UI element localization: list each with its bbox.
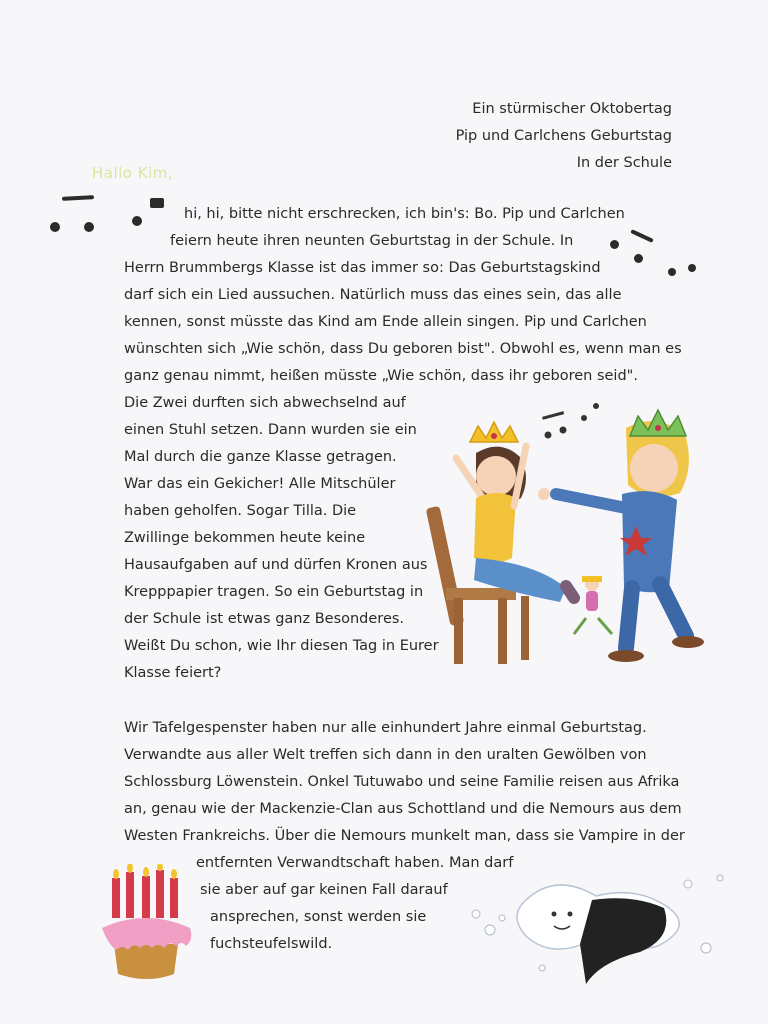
body-line: Die Zwei durften sich abwechselnd auf (124, 395, 406, 411)
doll-icon (574, 576, 612, 634)
body-line: ganz genau nimmt, heißen müsste „Wie schön, dass ihr geboren seid". (124, 368, 638, 384)
body-line: Klasse feiert? (124, 665, 222, 681)
birthday-cake-illustration (96, 864, 196, 984)
body-line: einen Stuhl setzen. Dann wurden sie ein (124, 422, 417, 438)
body-line: Hausaufgaben auf und dürfen Kronen aus (124, 557, 428, 573)
candles-icon (112, 864, 178, 918)
ghost-with-cape-illustration (462, 860, 738, 1000)
girl-character-icon (456, 422, 574, 602)
cake-base-icon (114, 944, 178, 979)
ghost-eye-icon (552, 912, 557, 917)
cape-icon (580, 898, 666, 984)
music-notes-right-icon (606, 228, 706, 278)
body-line: darf sich ein Lied aussuchen. Natürlich muss das eines sein, das alle (124, 287, 622, 303)
body-line: der Schule ist etwas ganz Besonderes. (124, 611, 405, 627)
body-line: Zwillinge bekommen heute keine (124, 530, 366, 546)
body-line: kennen, sonst müsste das Kind am Ende allein singen. Pip und Carlchen (124, 314, 647, 330)
greeting: Hallo Kim, (92, 164, 174, 182)
body-line: Krepppapier tragen. So ein Geburtstag in (124, 584, 424, 600)
body-line: Verwandte aus aller Welt treffen sich dann in den uralten Gewölben von (124, 747, 647, 763)
body-line: War das ein Gekicher! Alle Mitschüler (124, 476, 396, 492)
music-notes-left-icon (46, 190, 176, 240)
children-with-crowns-illustration (416, 398, 706, 673)
body-line: ansprechen, sonst werden sie (210, 909, 427, 925)
body-line: hi, hi, bitte nicht erschrecken, ich bin's: Bo. Pip und Carlchen (184, 206, 625, 222)
body-line: Mal durch die ganze Klasse getragen. (124, 449, 397, 465)
small-music-notes-icon (542, 403, 599, 439)
header-line-date: Ein stürmischer Oktobertag (472, 101, 672, 117)
body-line: wünschten sich „Wie schön, dass Du geboren bist". Obwohl es, wenn man es (124, 341, 682, 357)
body-line: entfernten Verwandtschaft haben. Man darf (196, 855, 514, 871)
boy-character-icon (538, 410, 704, 662)
body-line: Herrn Brummbergs Klasse ist das immer so: Das Geburtstagskind (124, 260, 601, 276)
body-line: fuchsteufelswild. (210, 936, 333, 952)
body-line: Weißt Du schon, wie Ihr diesen Tag in Eurer (124, 638, 439, 654)
header-line-place: In der Schule (576, 155, 672, 171)
header-block (456, 96, 672, 177)
body-line: Schlossburg Löwenstein. Onkel Tutuwabo und seine Familie reisen aus Afrika (124, 774, 680, 790)
ghost-eye-icon (568, 912, 573, 917)
body-line: Wir Tafelgespenster haben nur alle einhundert Jahre einmal Geburtstag. (124, 720, 647, 736)
body-line: sie aber auf gar keinen Fall darauf (200, 882, 448, 898)
body-line: haben geholfen. Sogar Tilla. Die (124, 503, 357, 519)
body-line: Westen Frankreichs. Über die Nemours munkelt man, dass sie Vampire in der (124, 828, 685, 844)
body-line: an, genau wie der Mackenzie-Clan aus Schottland und die Nemours aus dem (124, 801, 682, 817)
header-line-topic: Pip und Carlchens Geburtstag (455, 128, 672, 144)
body-line: feiern heute ihren neunten Geburtstag in der Schule. In (170, 233, 574, 249)
